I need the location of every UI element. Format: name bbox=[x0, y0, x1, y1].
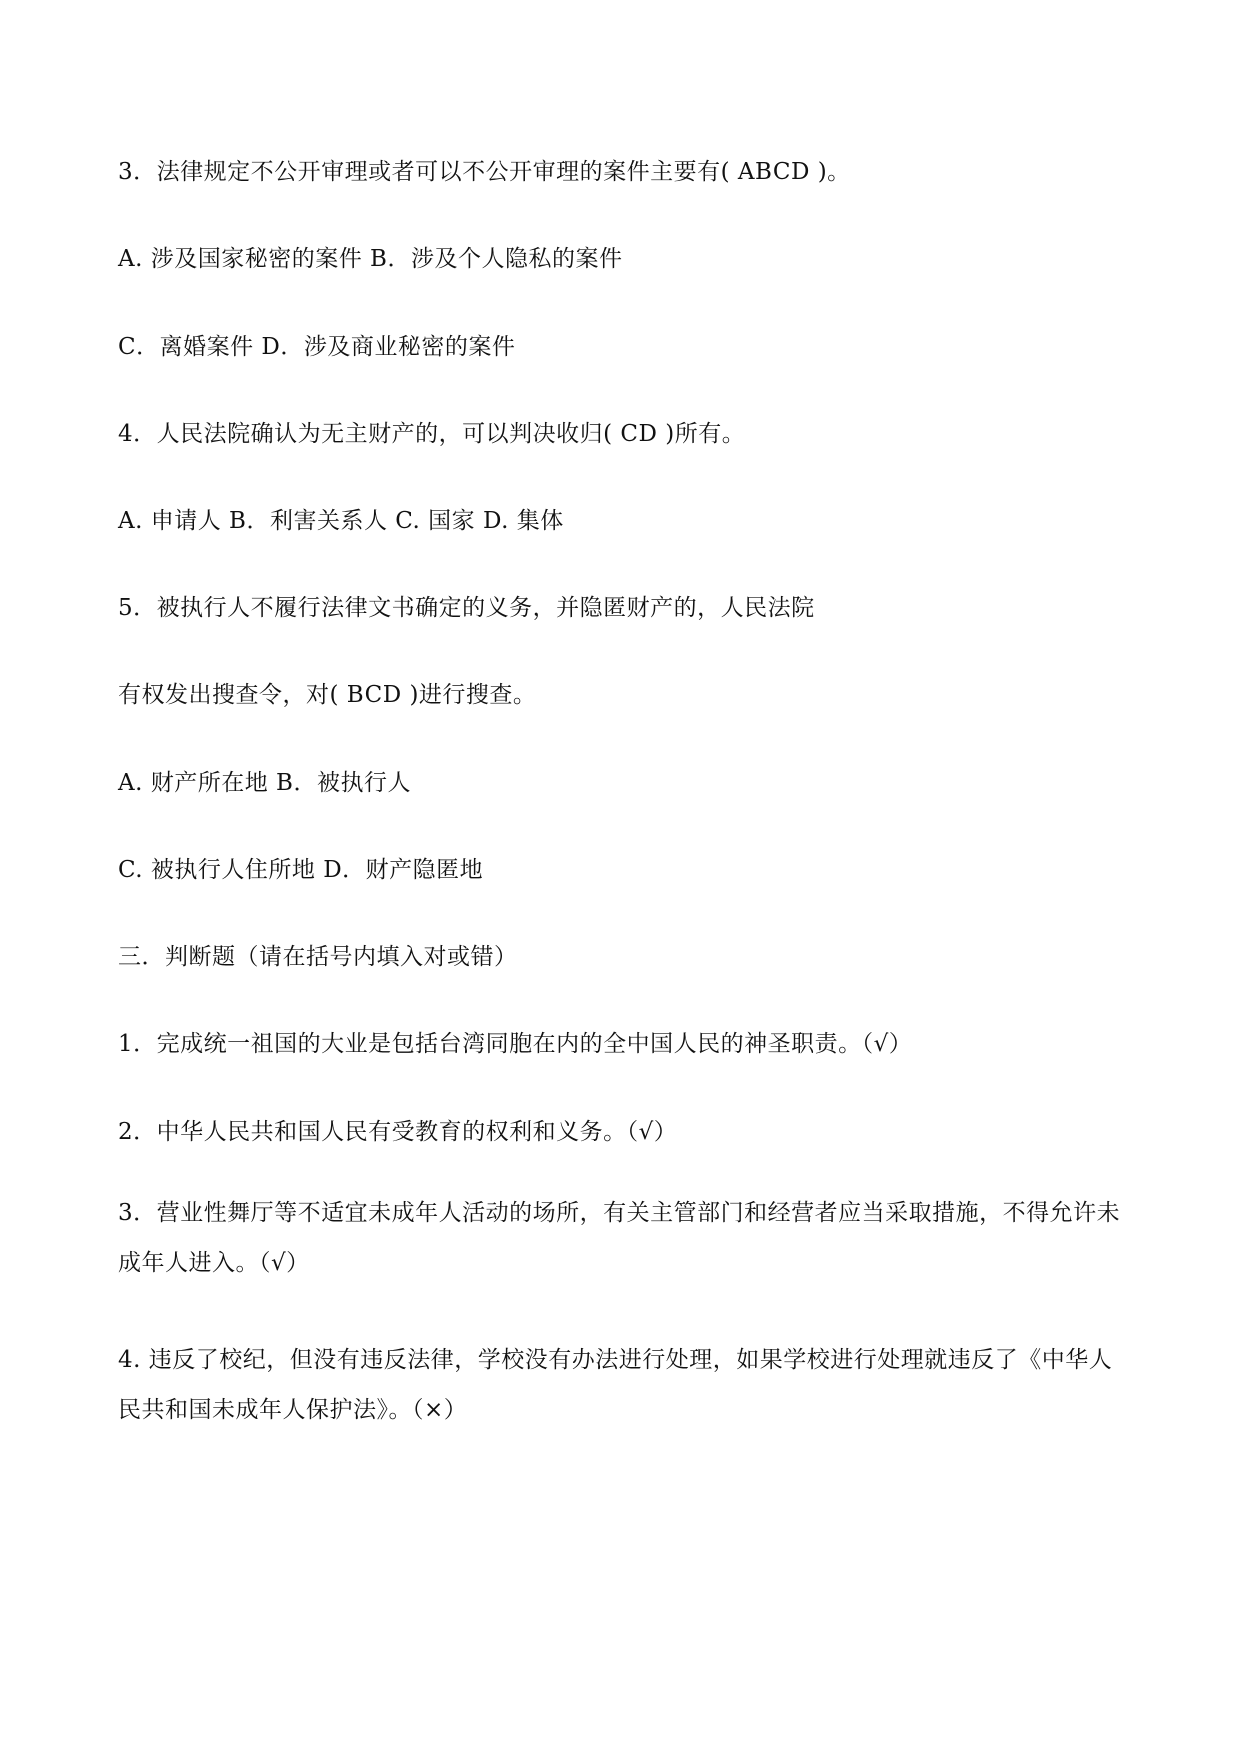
question-5-stem-line-2: 有权发出搜查令，对( BCD )进行搜查。 bbox=[118, 682, 537, 708]
question-5-stem-line-1: 5．被执行人不履行法律文书确定的义务，并隐匿财产的，人民法院 bbox=[118, 595, 815, 621]
true-false-item-1: 1．完成统一祖国的大业是包括台湾同胞在内的全中国人民的神圣职责。（√） bbox=[118, 1031, 913, 1057]
question-3-stem: 3．法律规定不公开审理或者可以不公开审理的案件主要有( ABCD )。 bbox=[118, 159, 851, 185]
true-false-item-4: 4. 违反了校纪，但没有违反法律，学校没有办法进行处理，如果学校进行处理就违反了《中华人民共和国未成年人保护法》。（×） bbox=[118, 1347, 1113, 1423]
true-false-item-2: 2．中华人民共和国人民有受教育的权利和义务。（√） bbox=[118, 1119, 678, 1145]
section-heading-true-false: 三．判断题（请在括号内填入对或错） bbox=[118, 944, 518, 970]
question-5-options-ab: A. 财产所在地 B．被执行人 bbox=[118, 770, 411, 796]
question-4-options: A. 申请人 B．利害关系人 C. 国家 D. 集体 bbox=[118, 508, 564, 534]
question-4-stem: 4．人民法院确认为无主财产的，可以判决收归( CD )所有。 bbox=[118, 421, 746, 447]
question-5-options-cd: C. 被执行人住所地 D．财产隐匿地 bbox=[118, 857, 484, 883]
question-3-options-cd: C．离婚案件 D．涉及商业秘密的案件 bbox=[118, 334, 516, 360]
question-3-options-ab: A. 涉及国家秘密的案件 B．涉及个人隐私的案件 bbox=[118, 246, 623, 272]
true-false-item-3: 3．营业性舞厅等不适宜未成年人活动的场所，有关主管部门和经营者应当采取措施，不得允许未成年人进入。（√） bbox=[118, 1200, 1121, 1276]
